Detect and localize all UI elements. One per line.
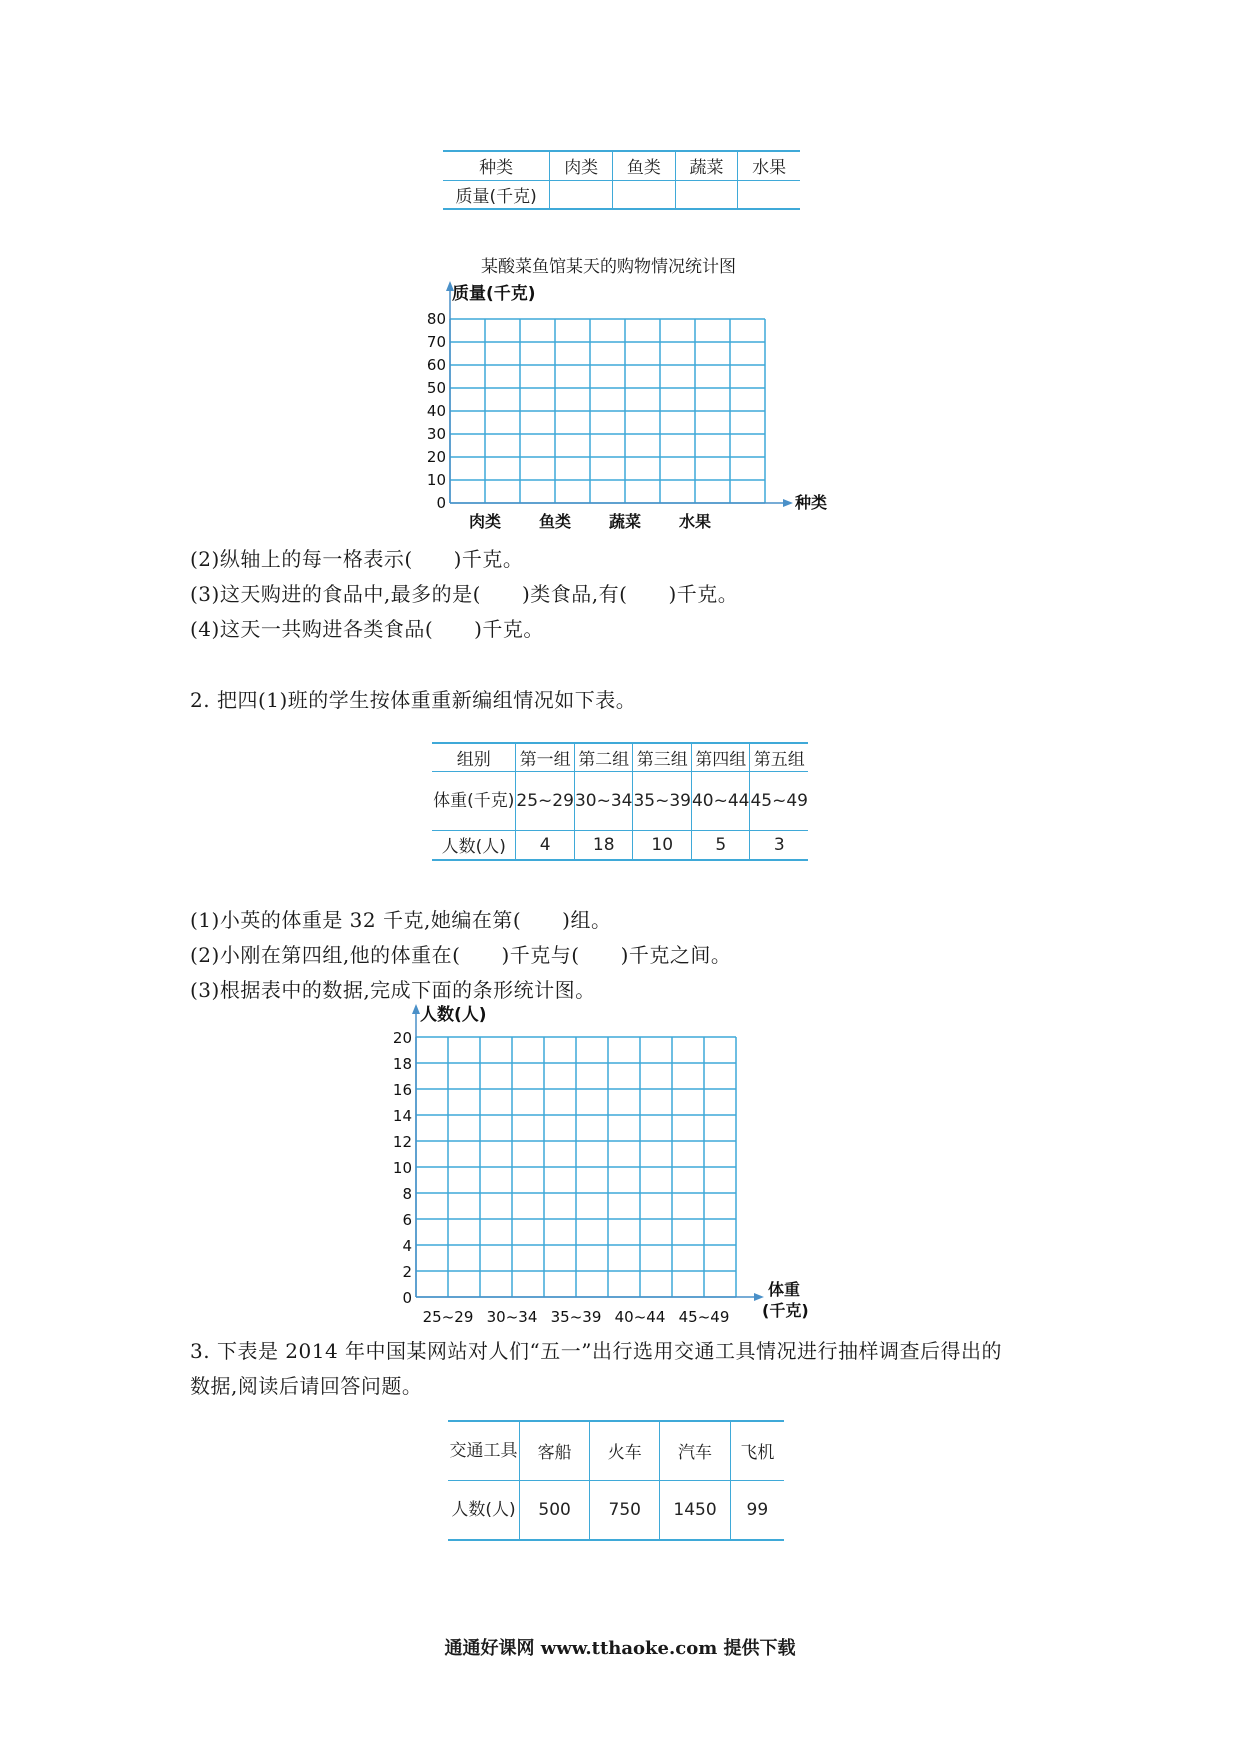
table-cell: 99 bbox=[730, 1480, 784, 1540]
transport-table bbox=[448, 1420, 784, 1541]
table-cell: 第五组 bbox=[750, 743, 808, 771]
table-cell: 水果 bbox=[738, 151, 800, 180]
table-cell: 飞机 bbox=[730, 1421, 784, 1480]
table-cell bbox=[738, 180, 800, 209]
table-cell: 4 bbox=[516, 830, 575, 860]
table-cell: 500 bbox=[520, 1480, 590, 1540]
x-category-label: 40~44 bbox=[614, 1308, 666, 1326]
table-cell: 汽车 bbox=[660, 1421, 730, 1480]
table-cell: 第二组 bbox=[574, 743, 633, 771]
table-cell: 组别 bbox=[456, 749, 491, 770]
weight-table bbox=[432, 742, 808, 861]
y-tick-label: 60 bbox=[426, 356, 446, 374]
table-cell: 35~39 bbox=[633, 771, 692, 830]
y-tick-label: 18 bbox=[392, 1055, 412, 1073]
x-category-label: 蔬菜 bbox=[608, 512, 642, 531]
footer-watermark: 通通好课网 www.tthaoke.com 提供下载 bbox=[444, 1638, 796, 1659]
x-axis-label: 体重 bbox=[768, 1280, 801, 1299]
table-cell: 第一组 bbox=[516, 743, 575, 771]
table-cell: 45~49 bbox=[750, 771, 808, 830]
table-cell bbox=[613, 180, 676, 209]
table-cell: 蔬菜 bbox=[675, 151, 738, 180]
y-tick-label: 20 bbox=[392, 1029, 412, 1047]
table-cell: 25~29 bbox=[516, 771, 575, 830]
table-cell bbox=[675, 180, 738, 209]
x-category-label: 水果 bbox=[678, 512, 712, 531]
table-cell: 种类 bbox=[479, 158, 514, 179]
x-category-label: 30~34 bbox=[486, 1308, 538, 1326]
y-tick-label: 8 bbox=[402, 1185, 412, 1203]
y-tick-label: 12 bbox=[392, 1133, 412, 1151]
table-cell: 交通工具 bbox=[449, 1440, 518, 1461]
x-category-label: 35~39 bbox=[550, 1308, 602, 1326]
table-cell: 体重(千克) bbox=[433, 790, 515, 811]
question-1-3: (3)这天购进的食品中,最多的是( )类食品,有( )千克。 bbox=[190, 582, 739, 606]
question-1-2: (2)纵轴上的每一格表示( )千克。 bbox=[190, 547, 524, 571]
table-cell: 质量(千克) bbox=[455, 186, 537, 207]
table-cell: 40~44 bbox=[691, 771, 750, 830]
y-tick-label: 30 bbox=[426, 425, 446, 443]
x-axis-label-unit: (千克) bbox=[762, 1301, 809, 1320]
y-tick-label: 70 bbox=[426, 333, 446, 351]
question-2-1: (1)小英的体重是 32 千克,她编在第( )组。 bbox=[190, 908, 612, 932]
y-tick-label: 80 bbox=[426, 310, 446, 328]
table-cell: 第三组 bbox=[633, 743, 692, 771]
table-cell bbox=[550, 180, 613, 209]
question-2-3: (3)根据表中的数据,完成下面的条形统计图。 bbox=[190, 978, 596, 1002]
x-category-label: 45~49 bbox=[678, 1308, 730, 1326]
chart1-grid bbox=[400, 275, 840, 535]
question-3-intro-2: 数据,阅读后请回答问题。 bbox=[190, 1374, 423, 1398]
table-cell: 鱼类 bbox=[613, 151, 676, 180]
y-tick-label: 50 bbox=[426, 379, 446, 397]
table-cell: 1450 bbox=[660, 1480, 730, 1540]
question-2-intro: 2. 把四(1)班的学生按体重重新编组情况如下表。 bbox=[190, 688, 637, 712]
y-axis-label: 质量(千克) bbox=[452, 284, 536, 304]
table-cell: 3 bbox=[750, 830, 808, 860]
table-cell: 750 bbox=[590, 1480, 660, 1540]
table-cell: 5 bbox=[691, 830, 750, 860]
y-tick-label: 14 bbox=[392, 1107, 412, 1125]
y-axis-label: 人数(人) bbox=[420, 1005, 487, 1025]
x-axis-arrow bbox=[754, 1293, 764, 1301]
y-axis-arrow bbox=[412, 1004, 420, 1014]
table-cell: 第四组 bbox=[691, 743, 750, 771]
y-tick-label: 6 bbox=[402, 1211, 412, 1229]
y-tick-label: 4 bbox=[402, 1237, 412, 1255]
chart1-title: 某酸菜鱼馆某天的购物情况统计图 bbox=[481, 257, 736, 277]
question-1-4: (4)这天一共购进各类食品( )千克。 bbox=[190, 617, 544, 641]
x-category-label: 25~29 bbox=[422, 1308, 474, 1326]
x-axis-label: 种类 bbox=[795, 493, 828, 512]
chart2-grid bbox=[380, 1000, 860, 1330]
y-tick-label: 0 bbox=[402, 1289, 412, 1307]
table-cell: 18 bbox=[574, 830, 633, 860]
y-tick-label: 40 bbox=[426, 402, 446, 420]
table-cell: 人数(人) bbox=[451, 1499, 516, 1520]
question-2-2: (2)小刚在第四组,他的体重在( )千克与( )千克之间。 bbox=[190, 943, 732, 967]
table-cell: 人数(人) bbox=[441, 837, 506, 858]
food-table bbox=[443, 150, 800, 210]
y-tick-label: 2 bbox=[402, 1263, 412, 1281]
y-tick-label: 10 bbox=[392, 1159, 412, 1177]
table-cell: 30~34 bbox=[574, 771, 633, 830]
y-tick-label: 20 bbox=[426, 448, 446, 466]
table-cell: 客船 bbox=[520, 1421, 590, 1480]
y-tick-label: 16 bbox=[392, 1081, 412, 1099]
x-axis-arrow bbox=[783, 499, 793, 507]
y-tick-label: 0 bbox=[436, 494, 446, 512]
table-cell: 火车 bbox=[590, 1421, 660, 1480]
x-category-label: 鱼类 bbox=[538, 512, 572, 531]
x-category-label: 肉类 bbox=[468, 512, 502, 531]
question-3-intro-1: 3. 下表是 2014 年中国某网站对人们“五一”出行选用交通工具情况进行抽样调查后得出的 bbox=[190, 1339, 1003, 1363]
y-tick-label: 10 bbox=[426, 471, 446, 489]
table-cell: 10 bbox=[633, 830, 692, 860]
table-cell: 肉类 bbox=[550, 151, 613, 180]
